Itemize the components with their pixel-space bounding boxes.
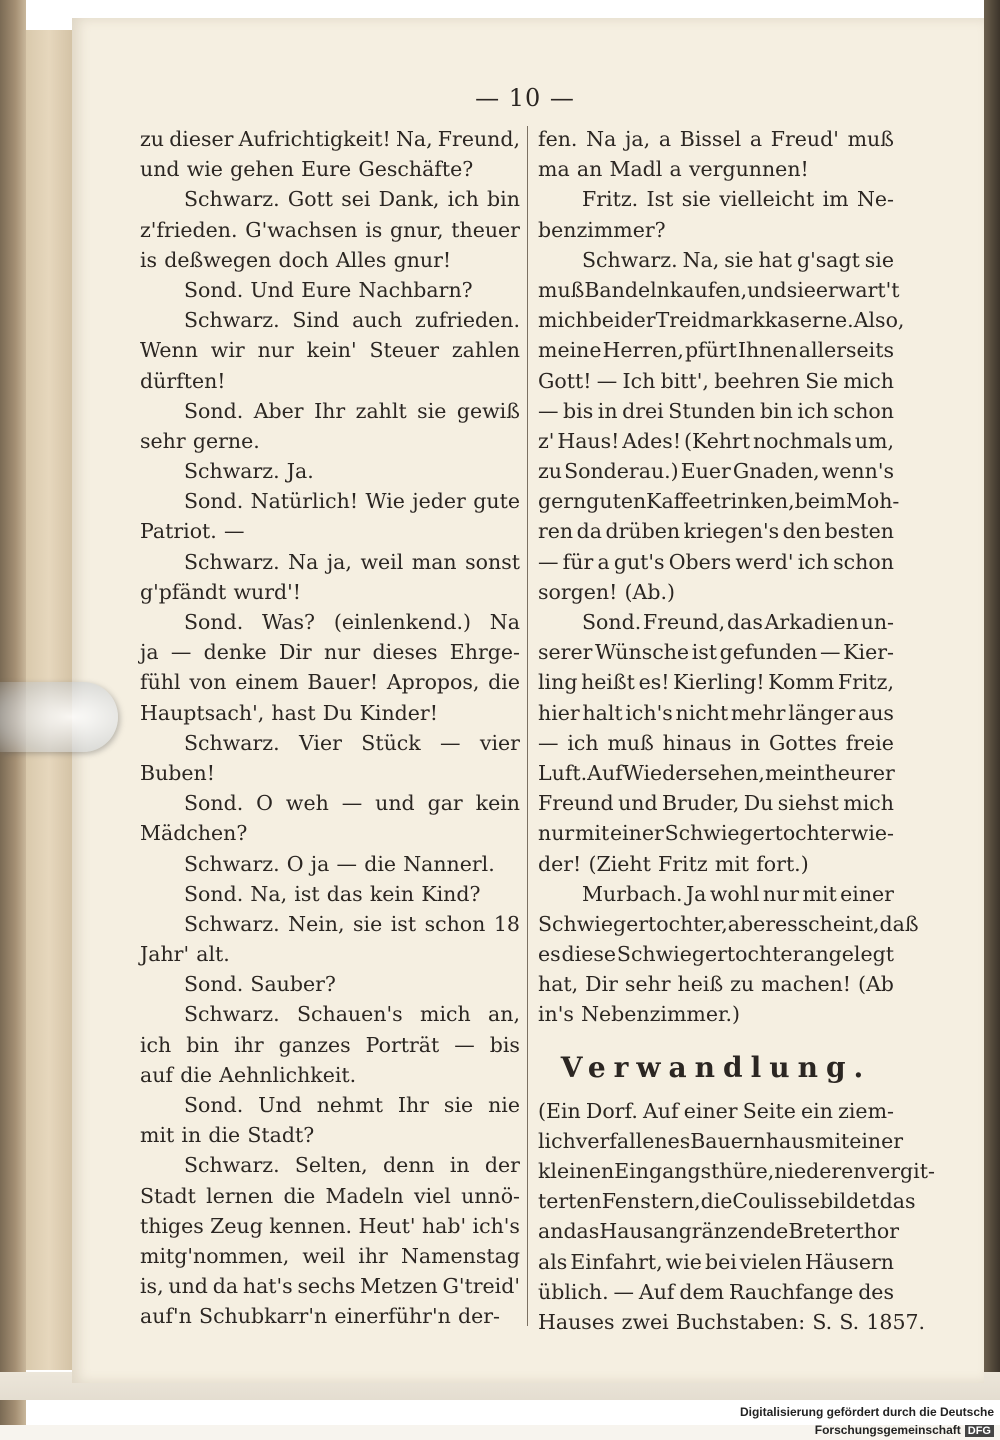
text-line: Sond. Freund, das Arkadien un- <box>582 610 894 634</box>
text-line: der! (Zieht Fritz mit fort.) <box>538 851 809 876</box>
text-line: Gott! — Ich bitt', beehren Sie mich <box>538 368 894 393</box>
text-line: Stadt lernen die Madeln viel unnö- <box>140 1183 520 1208</box>
page-number: — 10 — <box>475 84 575 112</box>
text-line: Schwarz. O ja — die Nannerl. <box>184 851 495 876</box>
text-line: dürften! <box>140 368 226 393</box>
text-line: Jahr' alt. <box>140 942 230 967</box>
text-line: Freund und Bruder, Du siehst mich <box>538 791 894 816</box>
text-line: fühl von einem Bauer! Apropos, die <box>140 670 520 695</box>
text-line: — ich muß hinaus in Gottes freie <box>538 730 894 755</box>
text-line: is deßwegen doch Alles gnur! <box>140 247 452 272</box>
text-line: in's Nebenzimmer.) <box>538 1002 741 1027</box>
text-line: Fritz. Ist sie vielleicht im Ne- <box>582 187 894 212</box>
page-clip <box>0 682 118 752</box>
text-line: hier halt ich's nicht mehr länger aus <box>538 700 894 725</box>
text-line: lich verfallenes Bauernhaus mit einer <box>538 1128 904 1153</box>
text-line: gern guten Kaffee trinken, beim Moh- <box>538 489 900 514</box>
right-text-column <box>538 124 935 1337</box>
text-line: ren da drüben kriegen's den besten <box>538 519 894 544</box>
text-line: mit in die Stadt? <box>140 1123 315 1148</box>
text-line: Schwiegertochter, aber es scheint, daß <box>538 911 919 936</box>
section-heading: Verwandlung. <box>560 1050 872 1084</box>
dfg-logo: DFG <box>965 1425 994 1437</box>
text-line: Schwarz. Ja. <box>184 459 314 484</box>
text-line: is, und da hat's sechs Metzen G'treid' <box>140 1274 520 1299</box>
text-line: Mädchen? <box>140 821 248 846</box>
text-line: kleinen Eingangsthüre, niederen vergit- <box>538 1159 935 1183</box>
text-line: Schwarz. Schauen's mich an, <box>184 1002 520 1027</box>
text-line: Luft. Auf Wiedersehen, mein theurer <box>538 760 895 785</box>
text-line: auf die Aehnlichkeit. <box>140 1062 357 1087</box>
text-line: Patriot. — <box>140 519 245 544</box>
text-line: Sond. Aber Ihr zahlt sie gewiß <box>184 398 520 423</box>
left-text-column <box>140 124 520 1332</box>
column-divider <box>527 126 528 1326</box>
footer-text: Digitalisierung gefördert durch die Deutsche Forschungsgemeinschaft <box>739 1405 994 1437</box>
text-line: mitg'nommen, weil ihr Namenstag <box>140 1243 520 1268</box>
text-line: nur mit einer Schwiegertochter wie- <box>538 821 894 846</box>
text-line: meine Herren, pfürt Ihnen allerseits <box>538 338 894 363</box>
text-line: zu dieser Aufrichtigkeit! Na, Freund, <box>140 127 520 151</box>
text-line: ja — denke Dir nur dieses Ehrge- <box>140 640 520 665</box>
text-line: Schwarz. Sind auch zufrieden. <box>184 308 520 333</box>
cover-edge-right <box>984 0 1000 1400</box>
text-line: Sond. Und Eure Nachbarn? <box>184 277 473 302</box>
text-line: Murbach. Ja wohl nur mit einer <box>582 881 894 906</box>
text-line: ma an Madl a vergunnen! <box>538 157 809 182</box>
text-line: als Einfahrt, wie bei vielen Häusern <box>538 1249 894 1274</box>
text-line: Sond. Was? (einlenkend.) Na <box>184 610 520 634</box>
text-line: Hauses zwei Buchstaben: S. S. 1857. <box>538 1309 926 1334</box>
text-line: sehr gerne. <box>140 428 260 453</box>
text-line: muß Bandeln kaufen, und sie erwart't <box>538 277 900 302</box>
text-line: Schwarz. Na ja, weil man sonst <box>184 549 520 574</box>
text-line: Schwarz. Vier Stück — vier <box>184 730 520 755</box>
text-line: Wenn wir nur kein' Steuer zahlen <box>140 338 520 363</box>
text-line: sorgen! (Ab.) <box>538 579 675 604</box>
text-line: Schwarz. Selten, denn in der <box>184 1153 520 1178</box>
text-line: z' Haus! Ades! (Kehrt nochmals um, <box>538 428 894 453</box>
text-line: und wie gehen Eure Geschäfte? <box>140 157 474 182</box>
text-line: Sond. Na, ist das kein Kind? <box>184 881 481 906</box>
text-line: Sond. Sauber? <box>184 972 336 997</box>
text-line: g'pfändt wurd'! <box>140 579 301 604</box>
text-line: mich bei der Treidmarkkaserne. Also, <box>538 308 905 333</box>
right-text-block-stage-direction <box>538 1096 935 1338</box>
text-line: z'frieden. G'wachsen is gnur, theuer <box>140 217 520 242</box>
text-line: terten Fenstern, die Coulisse bildet das <box>538 1189 916 1214</box>
text-line: Sond. Natürlich! Wie jeder gute <box>184 489 520 514</box>
right-text-block-dialogue <box>538 124 919 1030</box>
text-line: es diese Schwiegertochter angelegt <box>538 942 894 967</box>
text-line: Hauptsach', hast Du Kinder! <box>140 700 438 725</box>
text-line: zu Sonderau.) Euer Gnaden, wenn's <box>538 459 894 484</box>
text-line: auf'n Schubkarr'n einerführ'n der- <box>140 1304 500 1329</box>
text-line: — bis in drei Stunden bin ich schon <box>538 398 894 423</box>
text-line: ich bin ihr ganzes Porträt — bis <box>140 1032 520 1057</box>
text-line: thiges Zeug kennen. Heut' hab' ich's <box>140 1213 520 1238</box>
text-line: — für a gut's Obers werd' ich schon <box>538 549 894 574</box>
text-line: Sond. Und nehmt Ihr sie nie <box>184 1093 520 1117</box>
text-line: benzimmer? <box>538 217 666 242</box>
text-line: üblich. — Auf dem Rauchfange des <box>538 1279 894 1304</box>
text-line: ling heißt es! Kierling! Komm Fritz, <box>538 670 894 695</box>
text-line: Schwarz. Gott sei Dank, ich bin <box>184 187 520 212</box>
text-line: Sond. O weh — und gar kein <box>184 791 520 816</box>
text-line: serer Wünsche ist gefunden — Kier- <box>538 640 894 665</box>
text-line: Schwarz. Na, sie hat g'sagt sie <box>582 247 894 272</box>
digitization-footer <box>584 1403 994 1437</box>
text-line: Buben! <box>140 760 215 785</box>
text-line: hat, Dir sehr heiß zu machen! (Ab <box>538 972 894 997</box>
text-line: Schwarz. Nein, sie ist schon 18 <box>184 911 520 936</box>
text-line: an das Haus angränzende Breterthor <box>538 1219 900 1244</box>
text-line: fen. Na ja, a Bissel a Freud' muß <box>538 127 894 151</box>
text-line: (Ein Dorf. Auf einer Seite ein ziem- <box>538 1098 894 1123</box>
